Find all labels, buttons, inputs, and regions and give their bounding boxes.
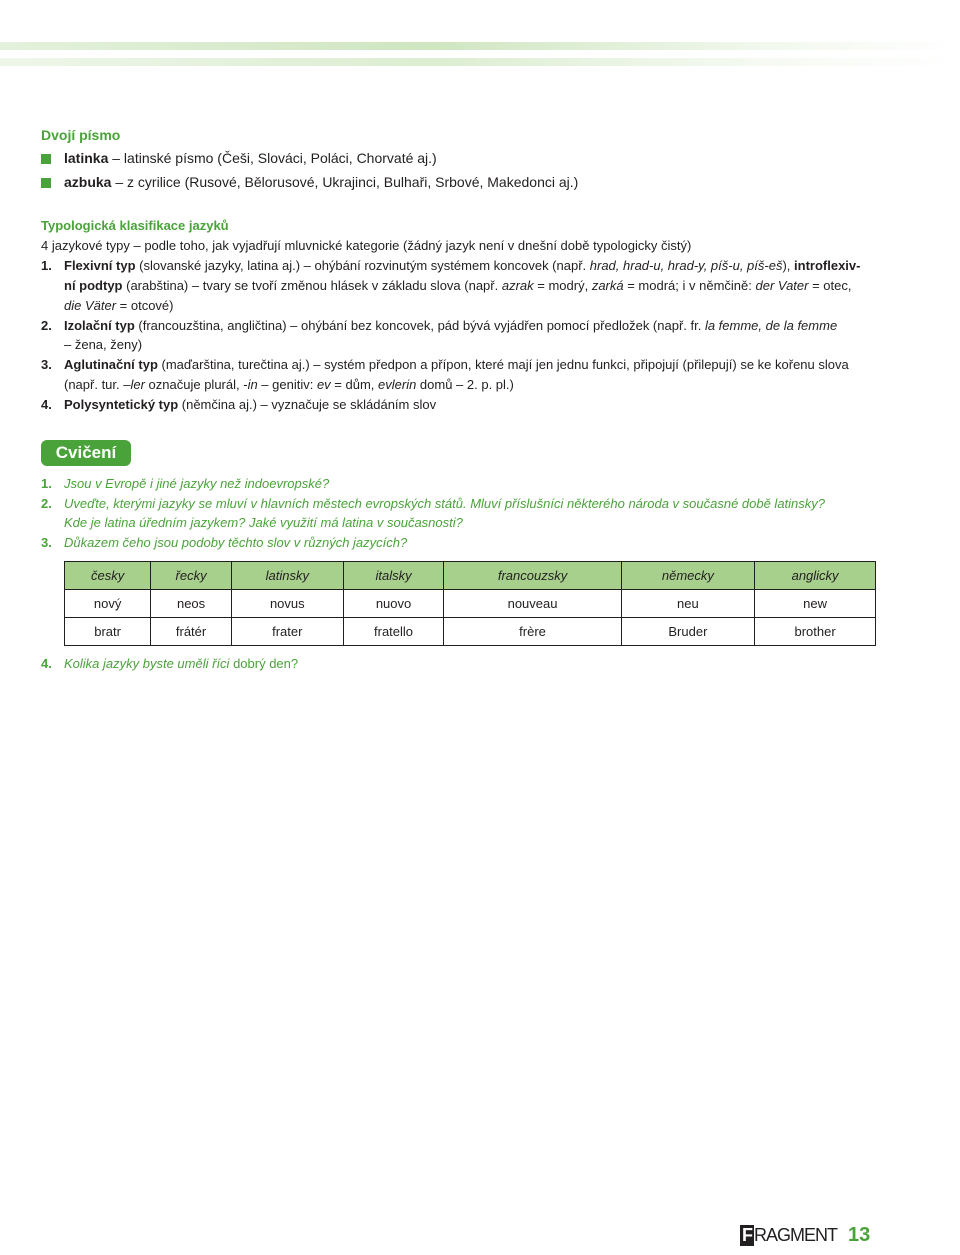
- table-row: [65, 618, 876, 646]
- exercise-question-2a: Uveďte, kterými jazyky se mluví v hlavních městech evropských států. Mluví příslušníci některého národa v současné době latinsky?: [64, 496, 826, 511]
- exercise-number: 4.: [41, 656, 52, 671]
- table-cell: frater: [231, 618, 343, 646]
- header-decor-bar-lower: [0, 58, 960, 66]
- type-izolacni-line2: – žena, ženy): [64, 337, 143, 352]
- type-polysynteticky: Polysyntetický typ (němčina aj.) – vyznačuje se skládáním slov: [64, 397, 437, 412]
- type-izolacni-line1: Izolační typ (francouzština, angličtina) – ohýbání bez koncovek, pád bývá vyjádřen pomocí předložek (např. fr. la femme, de la femme: [64, 318, 838, 333]
- type-flexivni-line3: die Väter = otcové): [64, 298, 174, 313]
- table-header-cell: řecky: [151, 562, 232, 590]
- word-comparison-table: [64, 561, 876, 646]
- table-header-cell: česky: [65, 562, 151, 590]
- header-decor-bar: [0, 42, 960, 50]
- type-number: 4.: [41, 397, 52, 412]
- page-number: 13: [848, 1224, 871, 1246]
- table-header-row: [65, 562, 876, 590]
- section-title-dvoji-pismo: Dvojí písmo: [41, 127, 121, 143]
- table-cell: novus: [231, 590, 343, 618]
- table-header-cell: latinsky: [231, 562, 343, 590]
- exercise-question-2b: Kde je latina úředním jazykem? Jaké využití má latina v současnosti?: [64, 515, 463, 530]
- exercise-question-1: Jsou v Evropě i jiné jazyky než indoevropské?: [64, 476, 330, 491]
- square-bullet-icon: [41, 154, 51, 164]
- table-header-cell: francouzsky: [444, 562, 621, 590]
- section-title-typologicka: Typologická klasifikace jazyků: [41, 218, 229, 233]
- fragment-logo: F RAGMENT: [742, 1225, 837, 1245]
- exercise-badge: Cvičení: [41, 440, 131, 466]
- type-aglutinacni-line2: (např. tur. –ler označuje plurál, -in – genitiv: ev = dům, evlerin domů – 2. p. pl.): [64, 377, 514, 392]
- square-bullet-icon: [41, 178, 51, 188]
- table-cell: fratello: [343, 618, 444, 646]
- type-number: 2.: [41, 318, 52, 333]
- table-cell: bratr: [65, 618, 151, 646]
- list-item: azbuka – z cyrilice (Rusové, Bělorusové, Ukrajinci, Bulhaři, Srbové, Makedonci aj.): [64, 174, 579, 190]
- table-cell: neu: [621, 590, 755, 618]
- table-cell: Bruder: [621, 618, 755, 646]
- table-cell: brother: [755, 618, 876, 646]
- section-intro: 4 jazykové typy – podle toho, jak vyjadřují mluvnické kategorie (žádný jazyk není v dnešní době typologicky čistý): [41, 238, 692, 253]
- type-aglutinacni-line1: Aglutinační typ (maďarština, turečtina aj.) – systém předpon a přípon, které mají jen jednu funkci, připojují (přilepují) se ke kořenu slova: [64, 357, 849, 372]
- table-row: [65, 590, 876, 618]
- table-header-cell: anglicky: [755, 562, 876, 590]
- exercise-number: 1.: [41, 476, 52, 491]
- type-flexivni-line2: ní podtyp (arabština) – tvary se tvoří změnou hlásek v základu slova (např. azrak = modrý, zarká = modrá; i v němčině: der Vater = otec,: [64, 278, 852, 293]
- exercise-number: 3.: [41, 535, 52, 550]
- table-cell: frátér: [151, 618, 232, 646]
- table-cell: neos: [151, 590, 232, 618]
- exercise-question-3: Důkazem čeho jsou podoby těchto slov v různých jazycích?: [64, 535, 408, 550]
- table-cell: new: [755, 590, 876, 618]
- type-number: 1.: [41, 258, 52, 273]
- list-item: latinka – latinské písmo (Češi, Slováci, Poláci, Chorvaté aj.): [64, 150, 437, 166]
- exercise-question-4: Kolika jazyky byste uměli říci dobrý den?: [64, 656, 299, 671]
- exercise-number: 2.: [41, 496, 52, 511]
- type-number: 3.: [41, 357, 52, 372]
- type-flexivni-line1: Flexivní typ (slovanské jazyky, latina aj.) – ohýbání rozvinutým systémem koncovek (např. hrad, hrad-u, hrad-y, píš-u, píš-eš), introflexiv-: [64, 258, 861, 273]
- table-cell: nuovo: [343, 590, 444, 618]
- table-cell: nouveau: [444, 590, 621, 618]
- table-header-cell: německy: [621, 562, 755, 590]
- table-cell: frère: [444, 618, 621, 646]
- table-cell: nový: [65, 590, 151, 618]
- table-header-cell: italsky: [343, 562, 444, 590]
